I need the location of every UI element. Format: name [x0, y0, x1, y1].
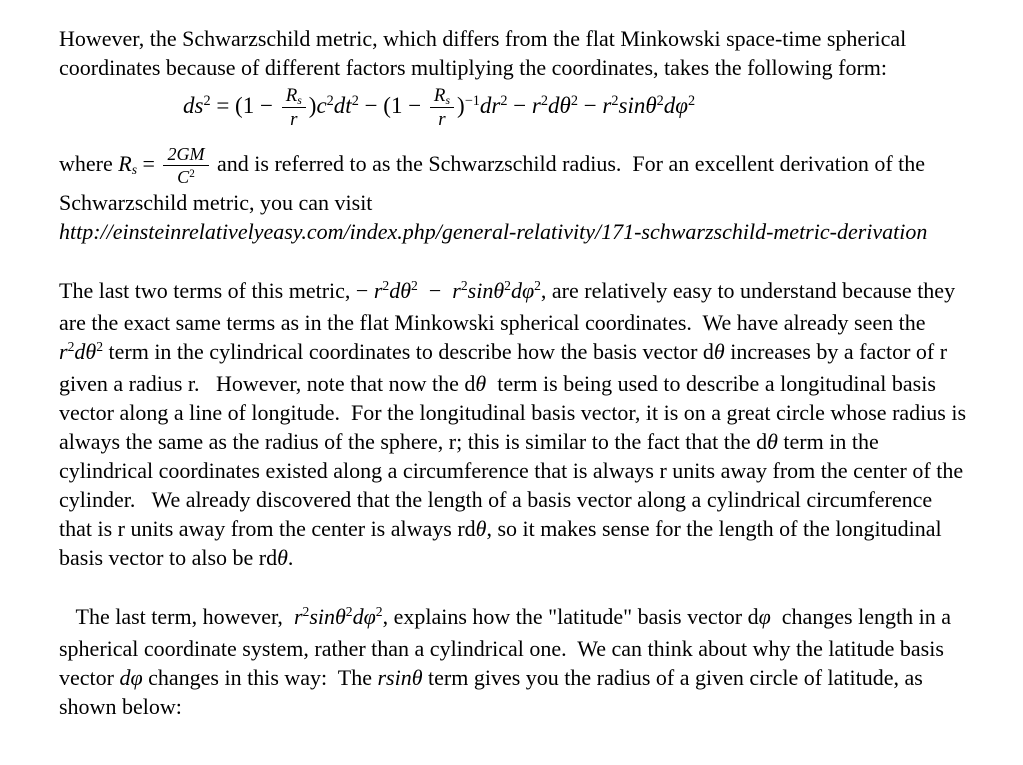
text-run: θ	[475, 370, 487, 396]
fraction-denominator	[430, 108, 454, 130]
fraction	[282, 85, 306, 130]
text-run: R	[285, 85, 298, 106]
text-run: = (1 −	[210, 92, 279, 118]
text-run: 2	[375, 604, 383, 620]
text-run: changes length in a spherical coordinate system, rather than a cylindrical one. We can think about why the latitude basis vector	[59, 603, 957, 690]
text-run: r	[373, 277, 383, 303]
text-run: r	[293, 603, 303, 629]
text-run: C	[177, 167, 190, 188]
text-run: 2	[611, 93, 619, 110]
text-run: term gives you the radius of a given circle of latitude, as shown below:	[59, 664, 929, 719]
document-body	[59, 24, 972, 721]
intro-paragraph	[59, 24, 967, 82]
text-run: r	[59, 338, 68, 364]
text-run: s	[131, 161, 138, 177]
text-run: dφ	[663, 92, 688, 118]
derivation-url	[59, 217, 967, 246]
text-run: 2	[345, 604, 353, 620]
fraction-denominator	[282, 108, 306, 130]
text-run: 2	[203, 93, 211, 110]
text-run: θ	[767, 428, 778, 454]
text-run: s	[445, 93, 451, 107]
text-run: r	[438, 109, 446, 131]
text-run: 2	[504, 278, 511, 294]
fraction-numerator	[163, 144, 208, 166]
text-run: 2	[411, 278, 418, 294]
text-run: .	[287, 544, 294, 570]
text-run: dφ	[510, 277, 535, 303]
text-run: −1	[464, 93, 480, 110]
text-run: sinθ	[467, 277, 505, 303]
fraction-denominator	[163, 166, 208, 187]
text-run: R	[433, 85, 446, 106]
text-run: 2	[96, 339, 103, 355]
text-run: 2	[656, 93, 664, 110]
text-run: where	[59, 150, 119, 176]
text-run: r	[602, 92, 612, 118]
text-run: c	[316, 92, 327, 118]
text-run: θ	[277, 544, 288, 570]
last-two-terms-paragraph	[59, 276, 972, 572]
text-run: − (1 −	[358, 92, 427, 118]
text-run: changes in this way: The	[142, 664, 378, 690]
text-run: −	[577, 92, 603, 118]
text-run: term in the cylindrical coordinates existed along a circumference that is always r units away from the center of the cylinder. We already discovered that the length of a basis vector along a cylindrical circumference that is r units away from the center is always rd	[59, 428, 969, 541]
text-run: 2	[189, 168, 195, 181]
text-run: dθ	[389, 277, 412, 303]
schwarzschild-metric-equation	[183, 85, 967, 130]
text-run: r	[452, 277, 461, 303]
fraction-numerator	[430, 85, 454, 108]
text-run: sinθ	[618, 92, 657, 118]
text-run: The last two terms of this metric, −	[59, 277, 374, 303]
fraction	[163, 144, 208, 187]
text-run: −	[507, 92, 532, 118]
text-run: increases by a factor of r given a radius r. However, note that now the d	[59, 338, 953, 396]
text-run: dφ	[352, 603, 376, 629]
text-run: term in the cylindrical coordinates to describe how the basis vector d	[103, 338, 714, 364]
text-run: )	[457, 92, 465, 118]
text-run: R	[118, 150, 132, 176]
text-run: dt	[333, 92, 352, 118]
text-run: θ	[475, 515, 487, 541]
text-run: 2	[500, 93, 508, 110]
text-run: 2	[540, 93, 548, 110]
text-run: r	[531, 92, 541, 118]
text-run: The last term, however,	[59, 603, 294, 629]
text-run: sinθ	[309, 603, 346, 629]
text-run: 2	[67, 339, 75, 355]
fraction	[430, 85, 454, 130]
text-run: dr	[479, 92, 501, 118]
text-run: dφ	[119, 664, 143, 690]
text-run: , explains how the "latitude" basis vector d	[382, 603, 759, 629]
text-run: and is referred to as the Schwarzschild radius. For an excellent derivation of the Schwarzschild metric, you can visit	[59, 150, 931, 215]
text-run: ds	[183, 92, 204, 118]
text-run: )	[308, 92, 317, 118]
text-run: 2	[688, 93, 696, 110]
text-run: 2	[351, 93, 359, 110]
text-run: term is being used to describe a longitudinal basis vector along a line of longitude. For the longitudinal basis vector, it is on a great circle whose radius is always the same as the radius of the sphere, r; this is similar to the fact that the d	[59, 370, 972, 454]
text-run: http://einsteinrelativelyeasy.com/index.php/general-relativity/171-schwarzschild-metric-derivation	[59, 218, 928, 244]
schwarzschild-radius-paragraph	[59, 144, 967, 216]
text-run: , so it makes sense for the length of the longitudinal basis vector to also be rd	[59, 515, 948, 570]
text-run: However, the Schwarzschild metric, which differs from the flat Minkowski space-time spherical coordinates because of different factors multiplying the coordinates, takes the following form:	[59, 26, 912, 80]
text-run: =	[137, 150, 161, 176]
fraction-numerator	[282, 85, 306, 108]
text-run: s	[297, 93, 302, 107]
text-run: dθ	[74, 338, 97, 364]
text-run: 2	[326, 93, 334, 110]
text-run: 2	[460, 278, 468, 294]
text-run: 2	[570, 93, 578, 110]
text-run: 2	[534, 278, 541, 294]
text-run: , are relatively easy to understand because they are the exact same terms as in the flat Minkowski spherical coordinates. We have already seen the	[59, 277, 961, 335]
last-term-paragraph	[59, 602, 967, 721]
text-run: θ	[713, 338, 725, 364]
text-run: 2	[382, 278, 390, 294]
text-run: rsinθ	[377, 664, 423, 690]
text-run: 2	[302, 604, 310, 620]
text-run: −	[417, 277, 453, 303]
text-run: dθ	[548, 92, 571, 118]
text-run: r	[290, 109, 298, 131]
text-run: φ	[758, 603, 771, 629]
text-run: 2GM	[167, 144, 205, 165]
